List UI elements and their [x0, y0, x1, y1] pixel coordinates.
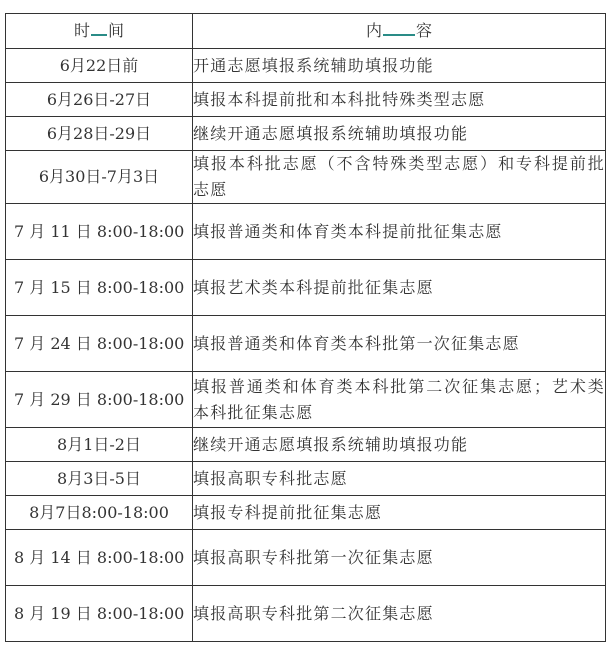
header-time-char-2: 间 [108, 21, 125, 40]
table-row [6, 462, 606, 496]
time-cell: 6月22日前 [6, 49, 193, 83]
time-cell: 8月1日-2日 [6, 428, 193, 462]
time-cell: 6月26日-27日 [6, 83, 193, 117]
table-row [6, 83, 606, 117]
header-time-char-1: 时 [73, 21, 90, 40]
time-cell: 6月30日-7月3日 [6, 151, 193, 204]
time-cell: 7 月 24 日 8:00-18:00 [6, 316, 193, 372]
table-row [6, 586, 606, 642]
column-header-content [193, 14, 606, 49]
content-cell: 继续开通志愿填报系统辅助填报功能 [193, 117, 606, 151]
content-cell: 填报本科批志愿（不含特殊类型志愿）和专科提前批志愿 [193, 151, 606, 204]
time-cell: 8月3日-5日 [6, 462, 193, 496]
column-header-time [6, 14, 193, 49]
table-row [6, 316, 606, 372]
table-row [6, 428, 606, 462]
table-row [6, 260, 606, 316]
content-cell: 填报高职专科批第二次征集志愿 [193, 586, 606, 642]
table-row [6, 117, 606, 151]
content-cell: 填报普通类和体育类本科批第一次征集志愿 [193, 316, 606, 372]
time-cell: 8 月 14 日 8:00-18:00 [6, 530, 193, 586]
content-cell: 填报艺术类本科提前批征集志愿 [193, 260, 606, 316]
time-cell: 7 月 15 日 8:00-18:00 [6, 260, 193, 316]
header-underline-gap [383, 33, 415, 36]
header-content-char-1: 内 [365, 21, 382, 40]
content-cell: 继续开通志愿填报系统辅助填报功能 [193, 428, 606, 462]
content-cell: 填报高职专科批第一次征集志愿 [193, 530, 606, 586]
time-cell: 8 月 19 日 8:00-18:00 [6, 586, 193, 642]
schedule-table [5, 13, 606, 642]
time-cell: 6月28日-29日 [6, 117, 193, 151]
time-cell: 8月7日8:00-18:00 [6, 496, 193, 530]
time-cell: 7 月 29 日 8:00-18:00 [6, 372, 193, 428]
content-cell: 开通志愿填报系统辅助填报功能 [193, 49, 606, 83]
header-underline-gap [91, 33, 107, 36]
content-cell: 填报普通类和体育类本科批第二次征集志愿；艺术类本科批征集志愿 [193, 372, 606, 428]
content-cell: 填报本科提前批和本科批特殊类型志愿 [193, 83, 606, 117]
content-cell: 填报高职专科批志愿 [193, 462, 606, 496]
table-row [6, 372, 606, 428]
table-row [6, 151, 606, 204]
header-row [6, 14, 606, 49]
content-cell: 填报普通类和体育类本科提前批征集志愿 [193, 204, 606, 260]
content-cell: 填报专科提前批征集志愿 [193, 496, 606, 530]
table-row [6, 49, 606, 83]
time-cell: 7 月 11 日 8:00-18:00 [6, 204, 193, 260]
table-row [6, 496, 606, 530]
table-row [6, 204, 606, 260]
table-row [6, 530, 606, 586]
header-content-char-2: 容 [416, 21, 433, 40]
